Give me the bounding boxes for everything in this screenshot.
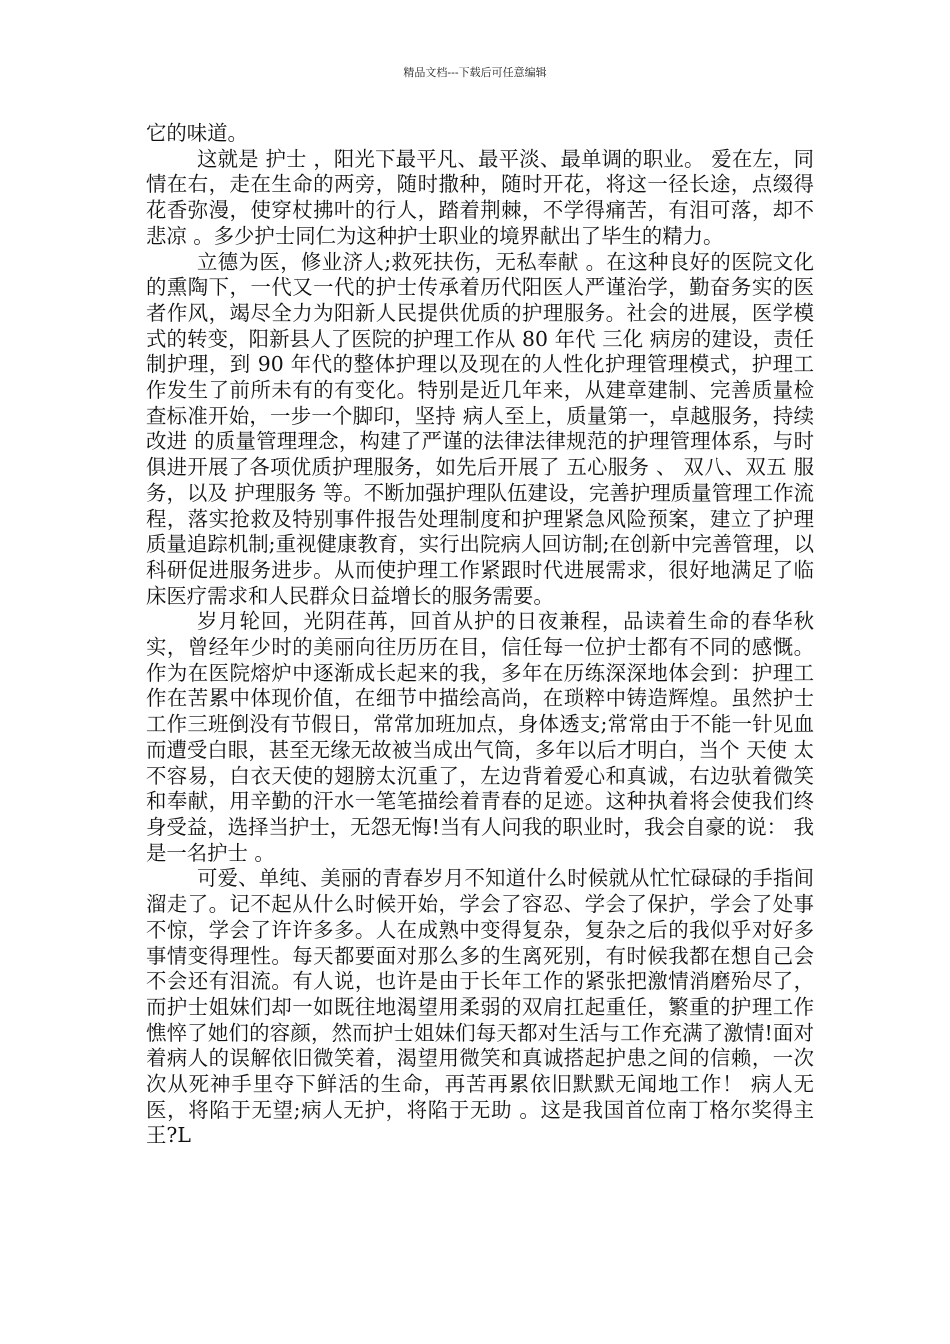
paragraph-2: 这就是 护士 ，阳光下最平凡、最平淡、最单调的职业。 爱在左，同情在右，走在生命的两旁，随时撒种，随时开花，将这一径长途，点缀得花香弥漫，使穿杖拂叶的行人，踏着荆棘，不学得痛苦，有泪可落，却不悲凉 。多少护士同仁为这种护士职业的境界献出了毕生的精力。	[146, 146, 814, 248]
paragraph-5: 可爱、单纯、美丽的青春岁月不知道什么时候就从忙忙碌碌的手指间溜走了。记不起从什么时候开始，学会了容忍、学会了保护，学会了处事不惊，学会了许许多多。人在成熟中变得复杂，复杂之后的我似乎对好多事情变得理性。每天都要面对那么多的生离死别，有时候我都在想自己会不会还有泪流。有人说，也许是由于长年工作的紧张把激情消磨殆尽了，而护士姐妹们却一如既往地渴望用柔弱的双肩扛起重任，繁重的护理工作憔悴了她们的容颜，然而护士姐妹们每天都对生活与工作充满了激情!面对着病人的误解依旧微笑着，渴望用微笑和真诚搭起护患之间的信赖，一次次从死神手里夺下鲜活的生命，再苦再累依旧默默无闻地工作！ 病人无医，将陷于无望;病人无护，将陷于无助 。这是我国首位南丁格尔奖得主王?L	[146, 866, 814, 1148]
paragraph-3: 立德为医，修业济人;救死扶伤，无私奉献 。在这种良好的医院文化的熏陶下，一代又一代的护士传承着历代阳医人严谨治学，勤奋务实的医者作风，竭尽全力为阳新人民提供优质的护理服务。社会的进展，医学模式的转变，阳新县人了医院的护理工作从 80 年代 三化 病房的建设，责任制护理，到 90 年代的整体护理以及现在的人性化护理管理模式，护理工作发生了前所未有的有变化。特别是近几年来，从建章建制、完善质量检查标准开始，一步一个脚印，坚持 病人至上，质量第一，卓越服务，持续改进 的质量管理理念，构建了严谨的法律法律规范的护理管理体系，与时俱进开展了各项优质护理服务，如先后开展了 五心服务 、 双八、双五 服务，以及 护理服务 等。不断加强护理队伍建设，完善护理质量管理工作流程，落实抢救及特别事件报告处理制度和护理紧急风险预案，建立了护理质量追踪机制;重视健康教育，实行出院病人回访制;在创新中完善管理，以科研促进服务进步。从而使护理工作紧跟时代进展需求，很好地满足了临床医疗需求和人民群众日益增长的服务需要。	[146, 249, 814, 608]
paragraph-1: 它的味道。	[146, 121, 248, 145]
document-body	[146, 121, 814, 1149]
paragraph-4: 岁月轮回，光阴荏苒，回首从护的日夜兼程，品读着生命的春华秋实，曾经年少时的美丽向往历历在目，信任每一位护士都有不同的感慨。作为在医院熔炉中逐渐成长起来的我，多年在历练深深地体会到：护理工作在苦累中体现价值，在细节中描绘高尚，在琐粹中铸造辉煌。虽然护士工作三班倒没有节假日，常常加班加点，身体透支;常常由于不能一针见血而遭受白眼，甚至无缘无故被当成出气筒，多年以后才明白，当个 天使 太不容易，白衣天使的翅膀太沉重了，左边背着爱心和真诚，右边驮着微笑和奉献，用辛勤的汗水一笔笔描绘着青春的足迹。这种执着将会使我们终身受益，选择当护士，无怨无悔!当有人问我的职业时，我会自豪的说： 我是一名护士 。	[146, 609, 814, 865]
page-header: 精品文档---下载后可任意编辑	[403, 66, 547, 79]
